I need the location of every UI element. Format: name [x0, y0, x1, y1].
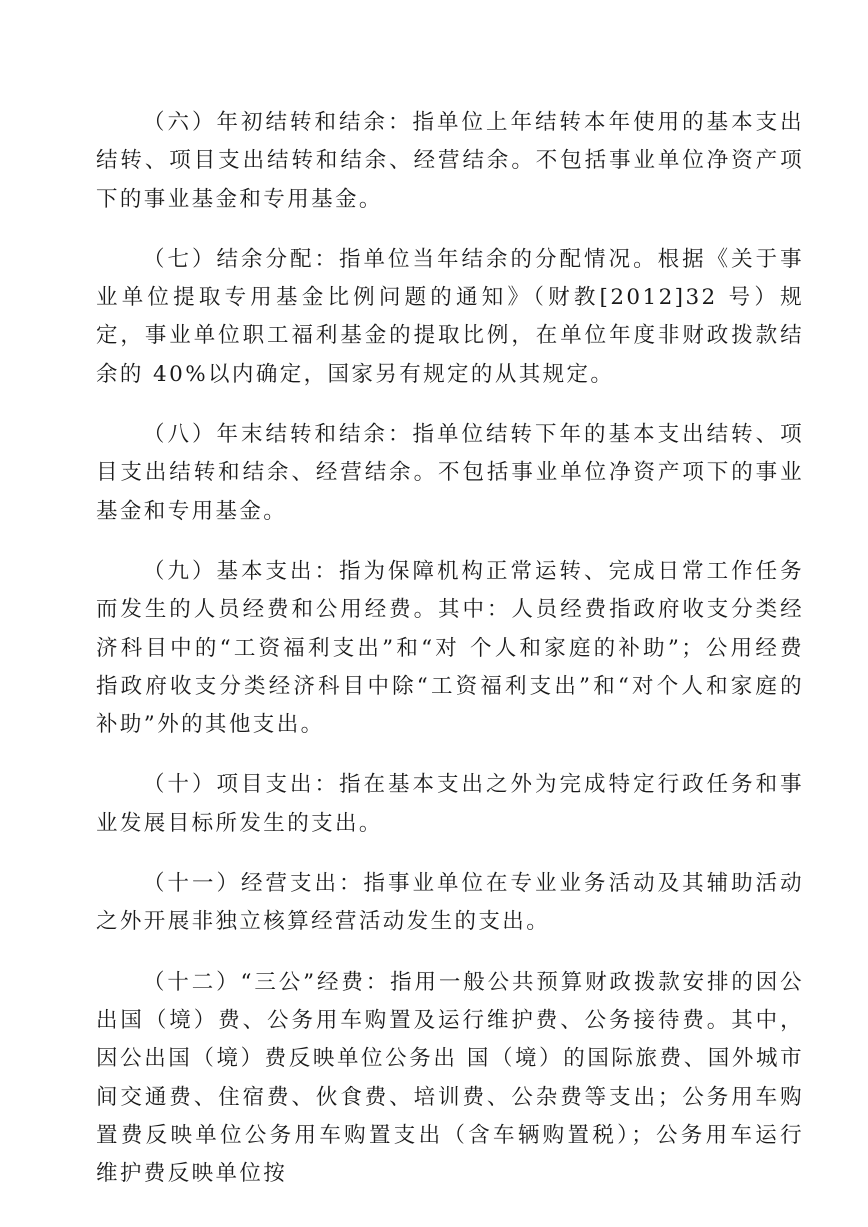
- paragraph-9-basic-expenditure: （九）基本支出：指为保障机构正常运转、完成日常工作任务而发生的人员经费和公用经费。其中：人员经费指政府收支分类经济科目中的“工资福利支出”和“对 个人和家庭的补助”；公用经费指政府收支分类经济科目中除“工资福利支出”和“对个人和家庭的补助”外的其他支出。: [96, 558, 804, 738]
- paragraph-11-operating-expenditure: （十一）经营支出：指事业单位在专业业务活动及其辅助活动之外开展非独立核算经营活动发生的支出。: [96, 871, 804, 935]
- paragraph-12-three-public-expenses: （十二）“三公”经费：指用一般公共预算财政拨款安排的因公出国（境）费、公务用车购置及运行维护费、公务接待费。其中，因公出国（境）费反映单位公务出 国（境）的国际旅费、国外城市间交通费、住宿费、伙食费、培训费、公杂费等支出；公务用车购置费反映单位公务用车购置支出（含车辆购置税）；公务用车运行 维护费反映单位按: [96, 969, 814, 1187]
- paragraph-7-surplus-distribution: （七）结余分配：指单位当年结余的分配情况。根据《关于事业单位提取专用基金比例问题的通知》（财教[2012]32 号）规定，事业单位职工福利基金的提取比例，在单位年度非财政拨款结余的 40%以内确定，国家另有规定的从其规定。: [96, 246, 804, 387]
- paragraph-8-closing-carryover: （八）年末结转和结余：指单位结转下年的基本支出结转、项目支出结转和结余、经营结余。不包括事业单位净资产项下的事业基金和专用基金。: [96, 422, 804, 524]
- document-body: [96, 104, 814, 1215]
- paragraph-10-project-expenditure: （十）项目支出：指在基本支出之外为完成特定行政任务和事业发展目标所发生的支出。: [96, 772, 804, 836]
- paragraph-6-opening-carryover: （六）年初结转和结余：指单位上年结转本年使用的基本支出结转、项目支出结转和结余、经营结余。不包括事业单位净资产项下的事业基金和专用基金。: [96, 110, 804, 212]
